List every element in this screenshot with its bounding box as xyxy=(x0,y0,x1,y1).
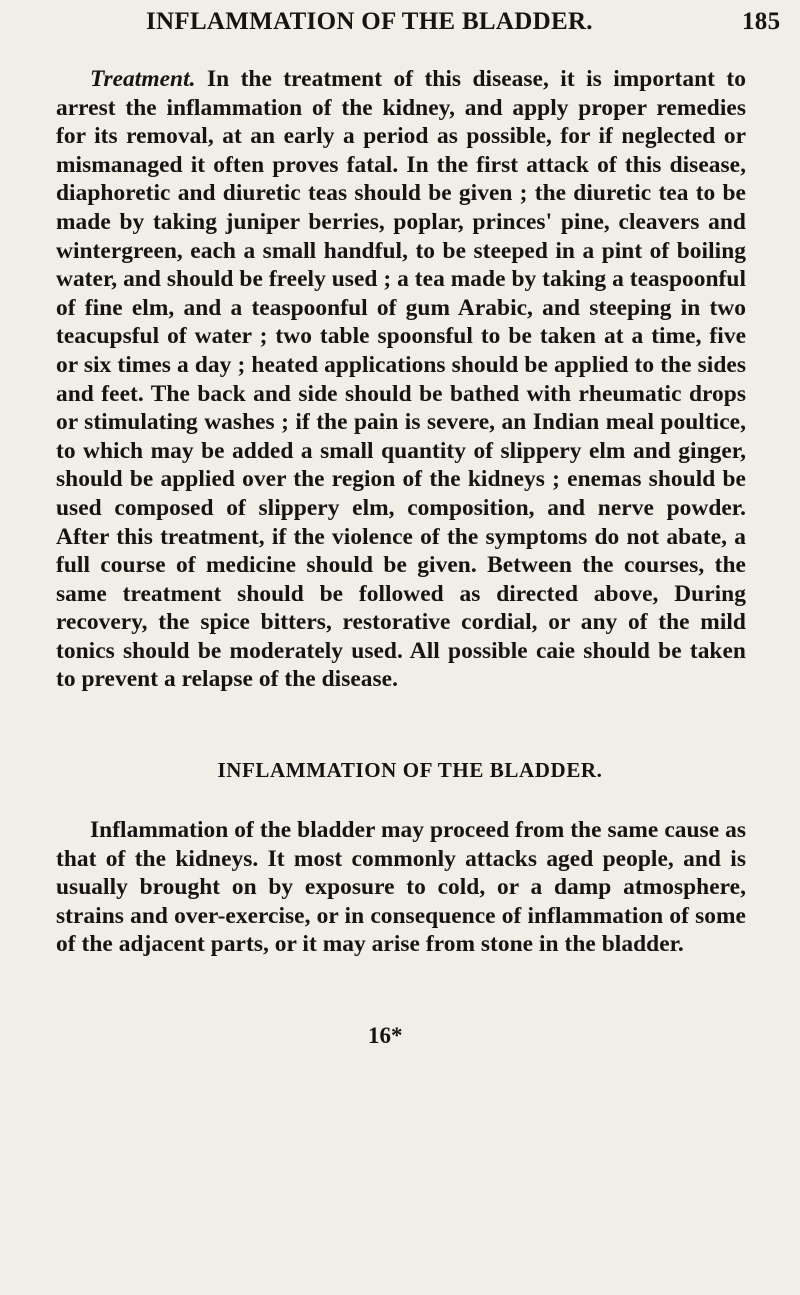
treatment-lead: Treatment. xyxy=(90,66,196,92)
signature-mark: 16* xyxy=(368,1023,403,1048)
running-head xyxy=(146,8,786,42)
running-title: INFLAMMATION OF THE BLADDER. xyxy=(146,8,593,35)
treatment-text: In the treatment of this disease, it is important to arrest the inflammation of the kidney, and apply proper remedies for its removal, at an early a period as possible, for if neglected or mismanaged it often proves fatal. In the first attack of this disease, diaphoretic and diuretic teas should be given ; the diuretic tea to be made by taking juniper berries, poplar, princes' pine, cleavers and wintergreen, each a small handful, to be steeped in a pint of boiling water, and should be freely used ; a tea made by taking a teaspoonful of fine elm, and a teaspoonful of gum Arabic, and steeping in two teacupsful of water ; two table spoonsful to be taken at a time, five or six times a day ; heated applications should be applied to the sides and feet. The back and side should be bathed with rheumatic drops or stimulating washes ; if the pain is severe, an Indian meal poultice, to which may be added a small quantity of slippery elm and ginger, should be applied over the region of the kidneys ; enemas should be used composed of slippery elm, composition, and nerve powder. After this treatment, if the violence of the symptoms do not abate, a full course of medicine should be given. Between the courses, the same treatment should be followed as directed above, During recovery, the spice bitters, restorative cordial, or any of the mild tonics should be moderately used. All possible caie should be taken to prevent a relapse of the disease. xyxy=(56,66,746,693)
treatment-paragraph xyxy=(56,65,746,694)
bladder-paragraph: Inflammation of the bladder may proceed from the same cause as that of the kidneys. It most commonly attacks aged people, and is usually brought on by exposure to cold, or a damp atmosphere, strains and over-exercise, or in consequence of inflammation of some of the adjacent parts, or it may arise from stone in the bladder. xyxy=(56,817,746,958)
section-heading: INFLAMMATION OF THE BLADDER. xyxy=(217,758,603,782)
page-number: 185 xyxy=(742,8,781,35)
